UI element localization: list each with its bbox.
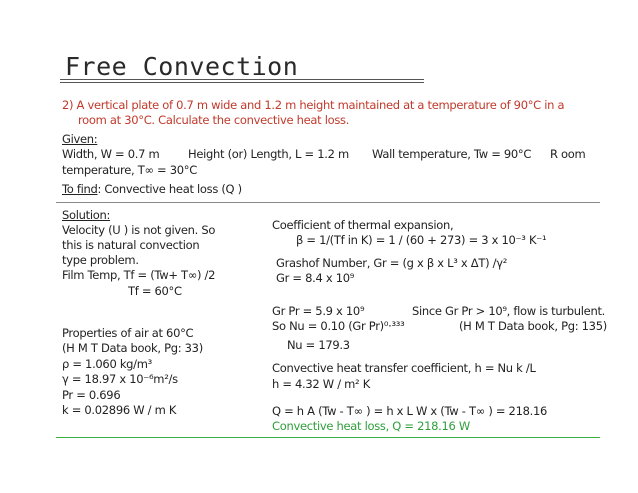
prandtl-value: Pr = 0.696 (62, 388, 121, 402)
given-room-label: R oom (550, 147, 586, 161)
expansion-coefficient-label: Coefficient of thermal expansion, (272, 218, 454, 232)
grpr-value: Gr Pr = 5.9 x 10⁹ (272, 304, 365, 318)
given-room-temp: temperature, T∞ = 30°C (62, 163, 197, 177)
problem-line-1: 2) A vertical plate of 0.7 m wide and 1.2 m height maintained at a temperature of 90°C in a (62, 98, 565, 112)
nusselt-value: Nu = 179.3 (287, 338, 350, 352)
nusselt-correlation: So Nu = 0.10 (Gr Pr)⁰·³³³ (272, 319, 405, 333)
given-wall-temp: Wall temperature, Tw = 90°C (372, 147, 532, 161)
grashof-value: Gr = 8.4 x 10⁹ (276, 271, 355, 285)
film-temp-formula: Film Temp, Tf = (Tw+ T∞) /2 (62, 268, 216, 282)
heat-loss-result: Convective heat loss, Q = 218.16 W (272, 419, 470, 433)
htc-label: Convective heat transfer coefficient, h = Nu k /L (272, 361, 536, 375)
beta-formula: β = 1/(Tf in K) = 1 / (60 + 273) = 3 x 10⁻³ K⁻¹ (296, 233, 547, 247)
grashof-formula: Grashof Number, Gr = (g x β x L³ x ΔT) /γ² (276, 256, 508, 270)
solution-label: Solution: (62, 208, 111, 222)
given-width: Width, W = 0.7 m (62, 147, 160, 161)
given-height: Height (or) Length, L = 1.2 m (188, 147, 349, 161)
solution-line-3: type problem. (62, 253, 139, 267)
density-value: ρ = 1.060 kg/m³ (62, 357, 152, 371)
film-temp-value: Tf = 60°C (128, 284, 182, 298)
to-find (62, 182, 242, 196)
properties-reference: (H M T Data book, Pg: 33) (62, 341, 203, 355)
to-find-label: To find (62, 182, 98, 196)
viscosity-value: γ = 18.97 x 10⁻⁶m²/s (62, 372, 178, 386)
solution-line-2: this is natural convection (62, 238, 200, 252)
given-label: Given: (62, 132, 98, 146)
conductivity-value: k = 0.02896 W / m K (62, 403, 177, 417)
properties-title: Properties of air at 60°C (62, 326, 194, 340)
bottom-rule (56, 437, 600, 438)
htc-value: h = 4.32 W / m² K (272, 377, 370, 391)
turbulent-note: Since Gr Pr > 10⁹, flow is turbulent. (412, 304, 606, 318)
heat-loss-formula: Q = h A (Tw - T∞ ) = h x L W x (Tw - T∞ ) = 218.16 (272, 404, 547, 418)
section-divider (56, 202, 600, 203)
solution-line-1: Velocity (U ) is not given. So (62, 223, 216, 237)
problem-line-2: room at 30°C. Calculate the convective heat loss. (78, 113, 350, 127)
hmt-reference: (H M T Data book, Pg: 135) (459, 319, 607, 333)
title-underline (60, 79, 424, 83)
page-title: Free Convection (65, 52, 299, 81)
to-find-text: : Convective heat loss (Q ) (97, 182, 242, 196)
